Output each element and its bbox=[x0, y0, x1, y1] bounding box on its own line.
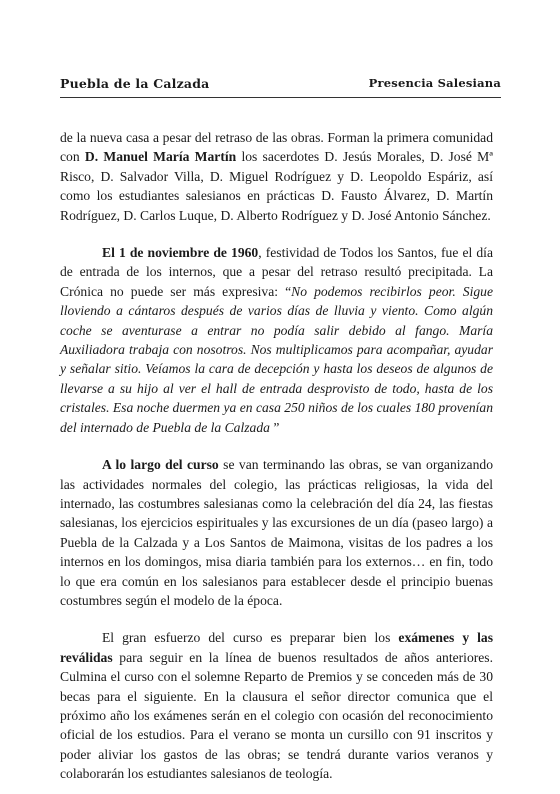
text: , festividad de Todos los Santos, fue el día de entrada de los internos, que a pesar del retraso resultó precipitada. La Crónica no puede ser más expresiva: “ bbox=[60, 245, 493, 299]
bold-phrase: A lo largo del curso bbox=[102, 457, 219, 473]
page-body bbox=[60, 128, 493, 784]
paragraph-exams bbox=[60, 628, 493, 783]
text: ” bbox=[269, 419, 280, 435]
paragraph-community bbox=[60, 128, 493, 225]
text: de la nueva casa a pesar del retraso de las obras. Forman la primera comunidad con bbox=[60, 130, 493, 165]
text: para seguir en la línea de buenos resultados de años anteriores. Culmina el curso con el solemne Reparto de Premios y se conceden más de 30 becas para el siguiente. En la clausura el señor director comunica que el próximo año los exámenes serán en el colegio con ocasión del reconocimiento oficial de los estudios. Para el verano se monta un cursillo con 91 inscritos y poder aliviar los gastos de las obras; se tendrá durante varios veranos y colaborarán los estudiantes salesianos de teología. bbox=[60, 649, 493, 782]
header-book-title: Puebla de la Calzada bbox=[60, 76, 210, 91]
chronicle-quote: No podemos recibirlos peor. Sigue lloviendo a cántaros después de varios días de lluvia y viento. Como algún coche se aventurase a entrar no podía salir debido al fango. María Auxiliadora trabaja con nosotros. Nos multiplicamos para acompañar, ayudar y señalar sitio. Veíamos la cara de decepción y hasta los deseos de algunos de llevarse a su hijo al ver el hall de entrada desprovisto de todo, hasta de los cristales. Esa noche duermen ya en casa 250 niños de los cuales 180 provenían del internado de Puebla de la Calzada bbox=[60, 283, 493, 435]
running-header bbox=[60, 76, 501, 96]
text: se van terminando las obras, se van organizando las actividades normales del colegio, las prácticas religiosas, la vida del internado, las costumbres salesianas como la celebración del día 24, las fiestas salesianas, los ejercicios espirituales y las excursiones de un día (paseo largo) a Puebla de la Calzada y a Los Santos de Maimona, visitas de los padres a los internos en los domingos, misa diaria también para los externos… en fin, todo lo que era común en los salesianos para establecer desde el principio buenas costumbres según el modelo de la época. bbox=[60, 457, 493, 608]
bold-name: D. Manuel María Martín bbox=[84, 149, 237, 165]
header-chapter-title: Presencia Salesiana bbox=[368, 76, 501, 90]
text: los sacerdotes D. Jesús Morales, D. José Mª Risco, D. Salvador Villa, D. Miguel Rodríguez y D. Leopoldo Espáriz, así como los estudiantes salesianos en prácticas D. Fausto Álvarez, D. Martín Rodríguez, D. Carlos Luque, D. Alberto Rodríguez y D. José Antonio Sánchez. bbox=[60, 149, 493, 223]
bold-date: El 1 de noviembre de 1960 bbox=[102, 245, 259, 261]
text: El gran esfuerzo del curso es preparar bien los bbox=[102, 630, 399, 646]
paragraph-course bbox=[60, 455, 493, 610]
header-rule bbox=[60, 97, 501, 98]
paragraph-arrival bbox=[60, 243, 493, 437]
bold-phrase: exámenes y las reválidas bbox=[60, 630, 494, 665]
